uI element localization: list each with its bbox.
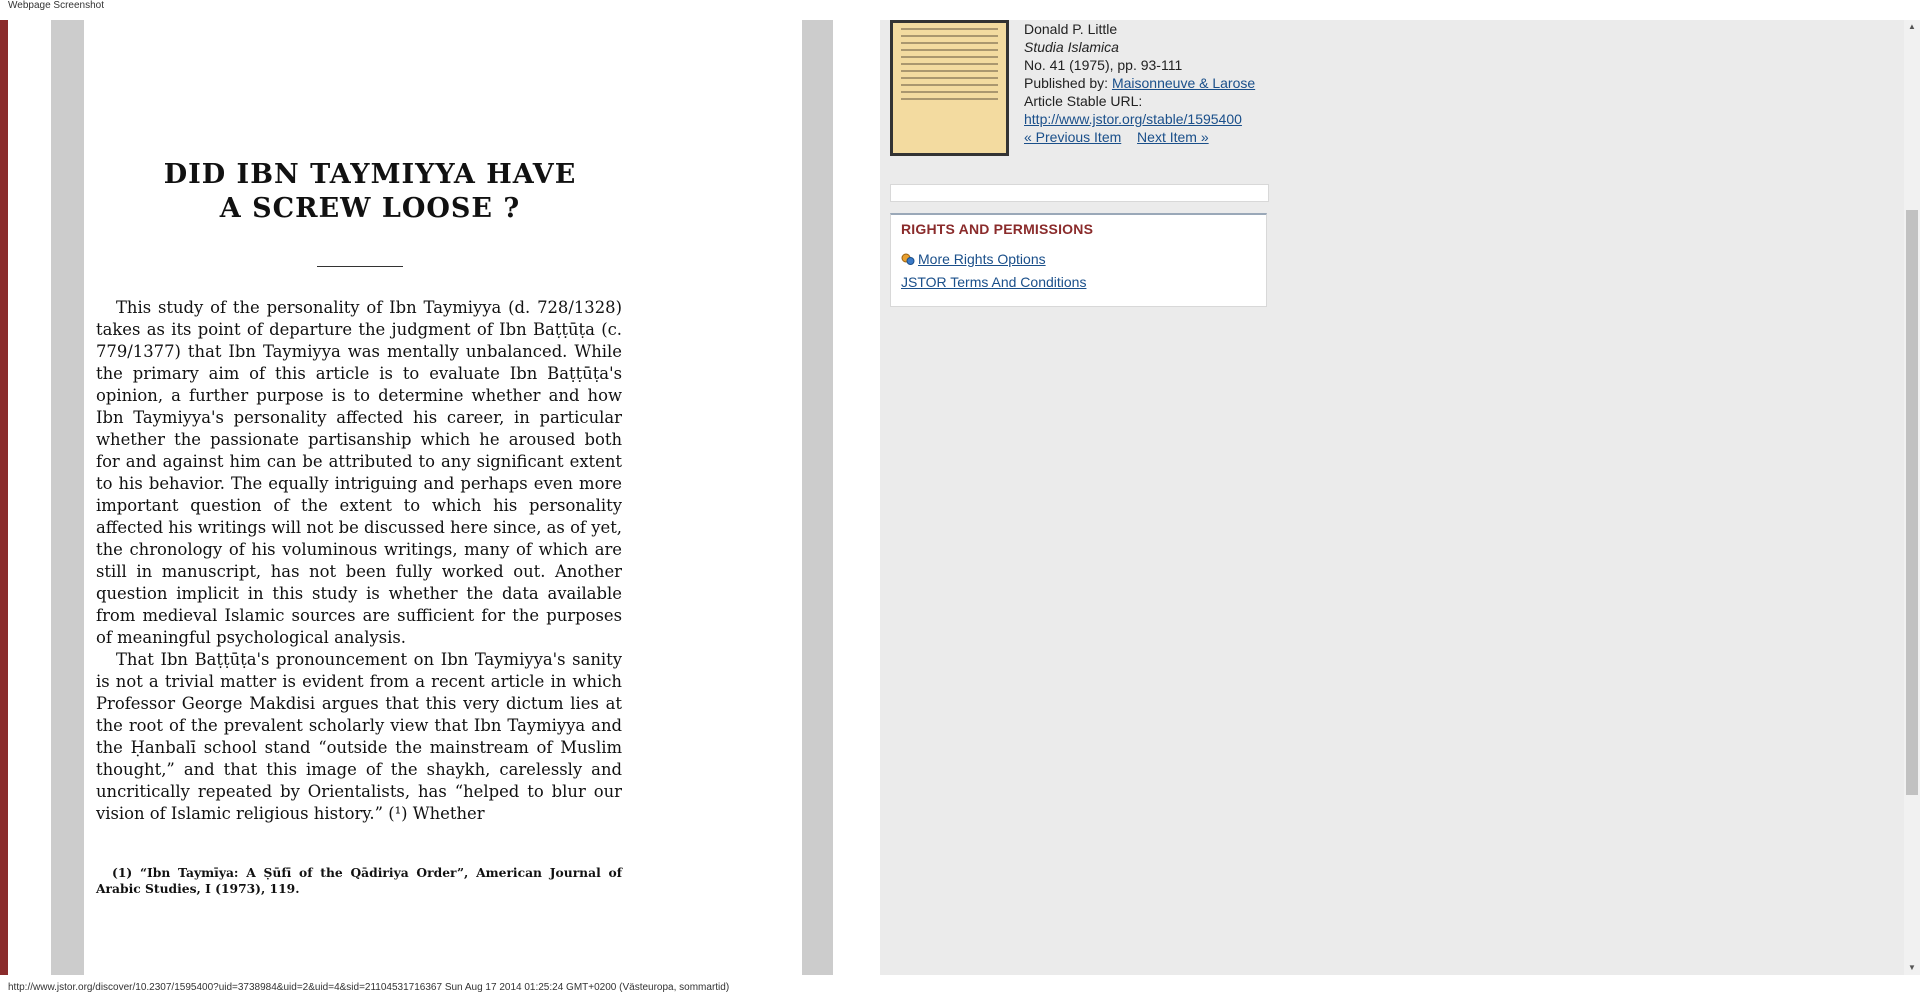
journal-cover-thumbnail[interactable] [890, 20, 1009, 156]
publisher-link[interactable]: Maisonneuve & Larose [1111, 75, 1256, 91]
center-divider [833, 20, 880, 975]
rights-permissions-box [890, 213, 1267, 307]
scroll-down-arrow-icon[interactable]: ▼ [1908, 963, 1916, 972]
viewer-gutter-left [51, 20, 84, 975]
rights-title: RIGHTS AND PERMISSIONS [901, 221, 1094, 237]
empty-box [890, 184, 1269, 202]
vertical-scrollbar[interactable] [1904, 20, 1920, 975]
article-title-line2: A SCREW LOOSE ? [219, 193, 521, 224]
article-paragraph: This study of the personality of Ibn Taymiyya (d. 728/1328) takes as its point of departure the judgment of Ibn Baṭṭūṭa (c. 779/1377) that Ibn Taymiyya was mentally unbalanced. While the primary aim of this article is to evaluate Ibn Baṭṭūṭa's opinion, a further purpose is to determine whether and how Ibn Taymiyya's personality affected his career, in particular whether the passionate partisanship which he aroused both for and against him can be attributed to any significant extent to his behavior. The equally intriguing and perhaps even more important question of the extent to which his personality affected his writings will not be discussed here since, as of yet, the chronology of his voluminous writings, many of which are still in manuscript, has not been fully worked out. Another question implicit in this study is whether the data available from medieval Islamic sources are sufficient for the purposes of meaningful psychological analysis. [96, 298, 622, 647]
terms-and-conditions-link[interactable]: JSTOR Terms And Conditions [901, 274, 1087, 290]
footer-url: http://www.jstor.org/discover/10.2307/1595400?uid=3738984&uid=2&uid=4&sid=21104531716367 Sun Aug 17 2014 01:25:24 GMT+0200 (Västeuropa, sommartid) [8, 982, 730, 993]
item-navigation [1024, 128, 1255, 146]
scroll-thumb[interactable] [1906, 210, 1918, 795]
article-title [150, 158, 590, 226]
screenshot-label: Webpage Screenshot [8, 0, 104, 11]
left-margin [8, 20, 51, 975]
publisher-line [1024, 74, 1255, 92]
author: Donald P. Little [1024, 21, 1118, 37]
rights-links [901, 248, 1086, 294]
scroll-up-arrow-icon[interactable]: ▲ [1908, 22, 1916, 31]
previous-item-link[interactable]: « Previous Item [1024, 129, 1122, 145]
issue-info: No. 41 (1975), pp. 93-111 [1024, 57, 1183, 73]
published-by-label: Published by: [1024, 75, 1109, 91]
article-body [96, 297, 622, 825]
journal-title: Studia Islamica [1024, 39, 1119, 55]
stable-url-link[interactable]: http://www.jstor.org/stable/1595400 [1024, 111, 1242, 127]
viewer-gutter-right [802, 20, 833, 975]
article-title-line1: DID IBN TAYMIYYA HAVE [163, 159, 577, 190]
article-footnote: (1) “Ibn Taymīya: A Ṣūfī of the Qādiriya Order”, American Journal of Arabic Studies, I (1973), 119. [96, 865, 622, 896]
item-info-panel [880, 20, 1904, 975]
citation-info [1024, 20, 1255, 146]
left-accent-bar [0, 20, 8, 975]
more-rights-options-link[interactable]: More Rights Options [918, 251, 1046, 267]
rights-icon [901, 250, 915, 264]
stable-url-label: Article Stable URL: [1024, 93, 1143, 109]
title-rule [317, 266, 403, 267]
article-paragraph: That Ibn Baṭṭūṭa's pronouncement on Ibn Taymiyya's sanity is not a trivial matter is evident from a recent article in which Professor George Makdisi argues that this very dictum lies at the root of the prevalent scholarly view that Ibn Taymiyya and the Ḥanbalī school stand “outside the mainstream of Muslim thought,” and that this image of the shaykh, carelessly and uncritically repeated by Orientalists, has “helped to blur our vision of Islamic religious history.” (¹) Whether [96, 650, 622, 823]
next-item-link[interactable]: Next Item » [1137, 129, 1209, 145]
